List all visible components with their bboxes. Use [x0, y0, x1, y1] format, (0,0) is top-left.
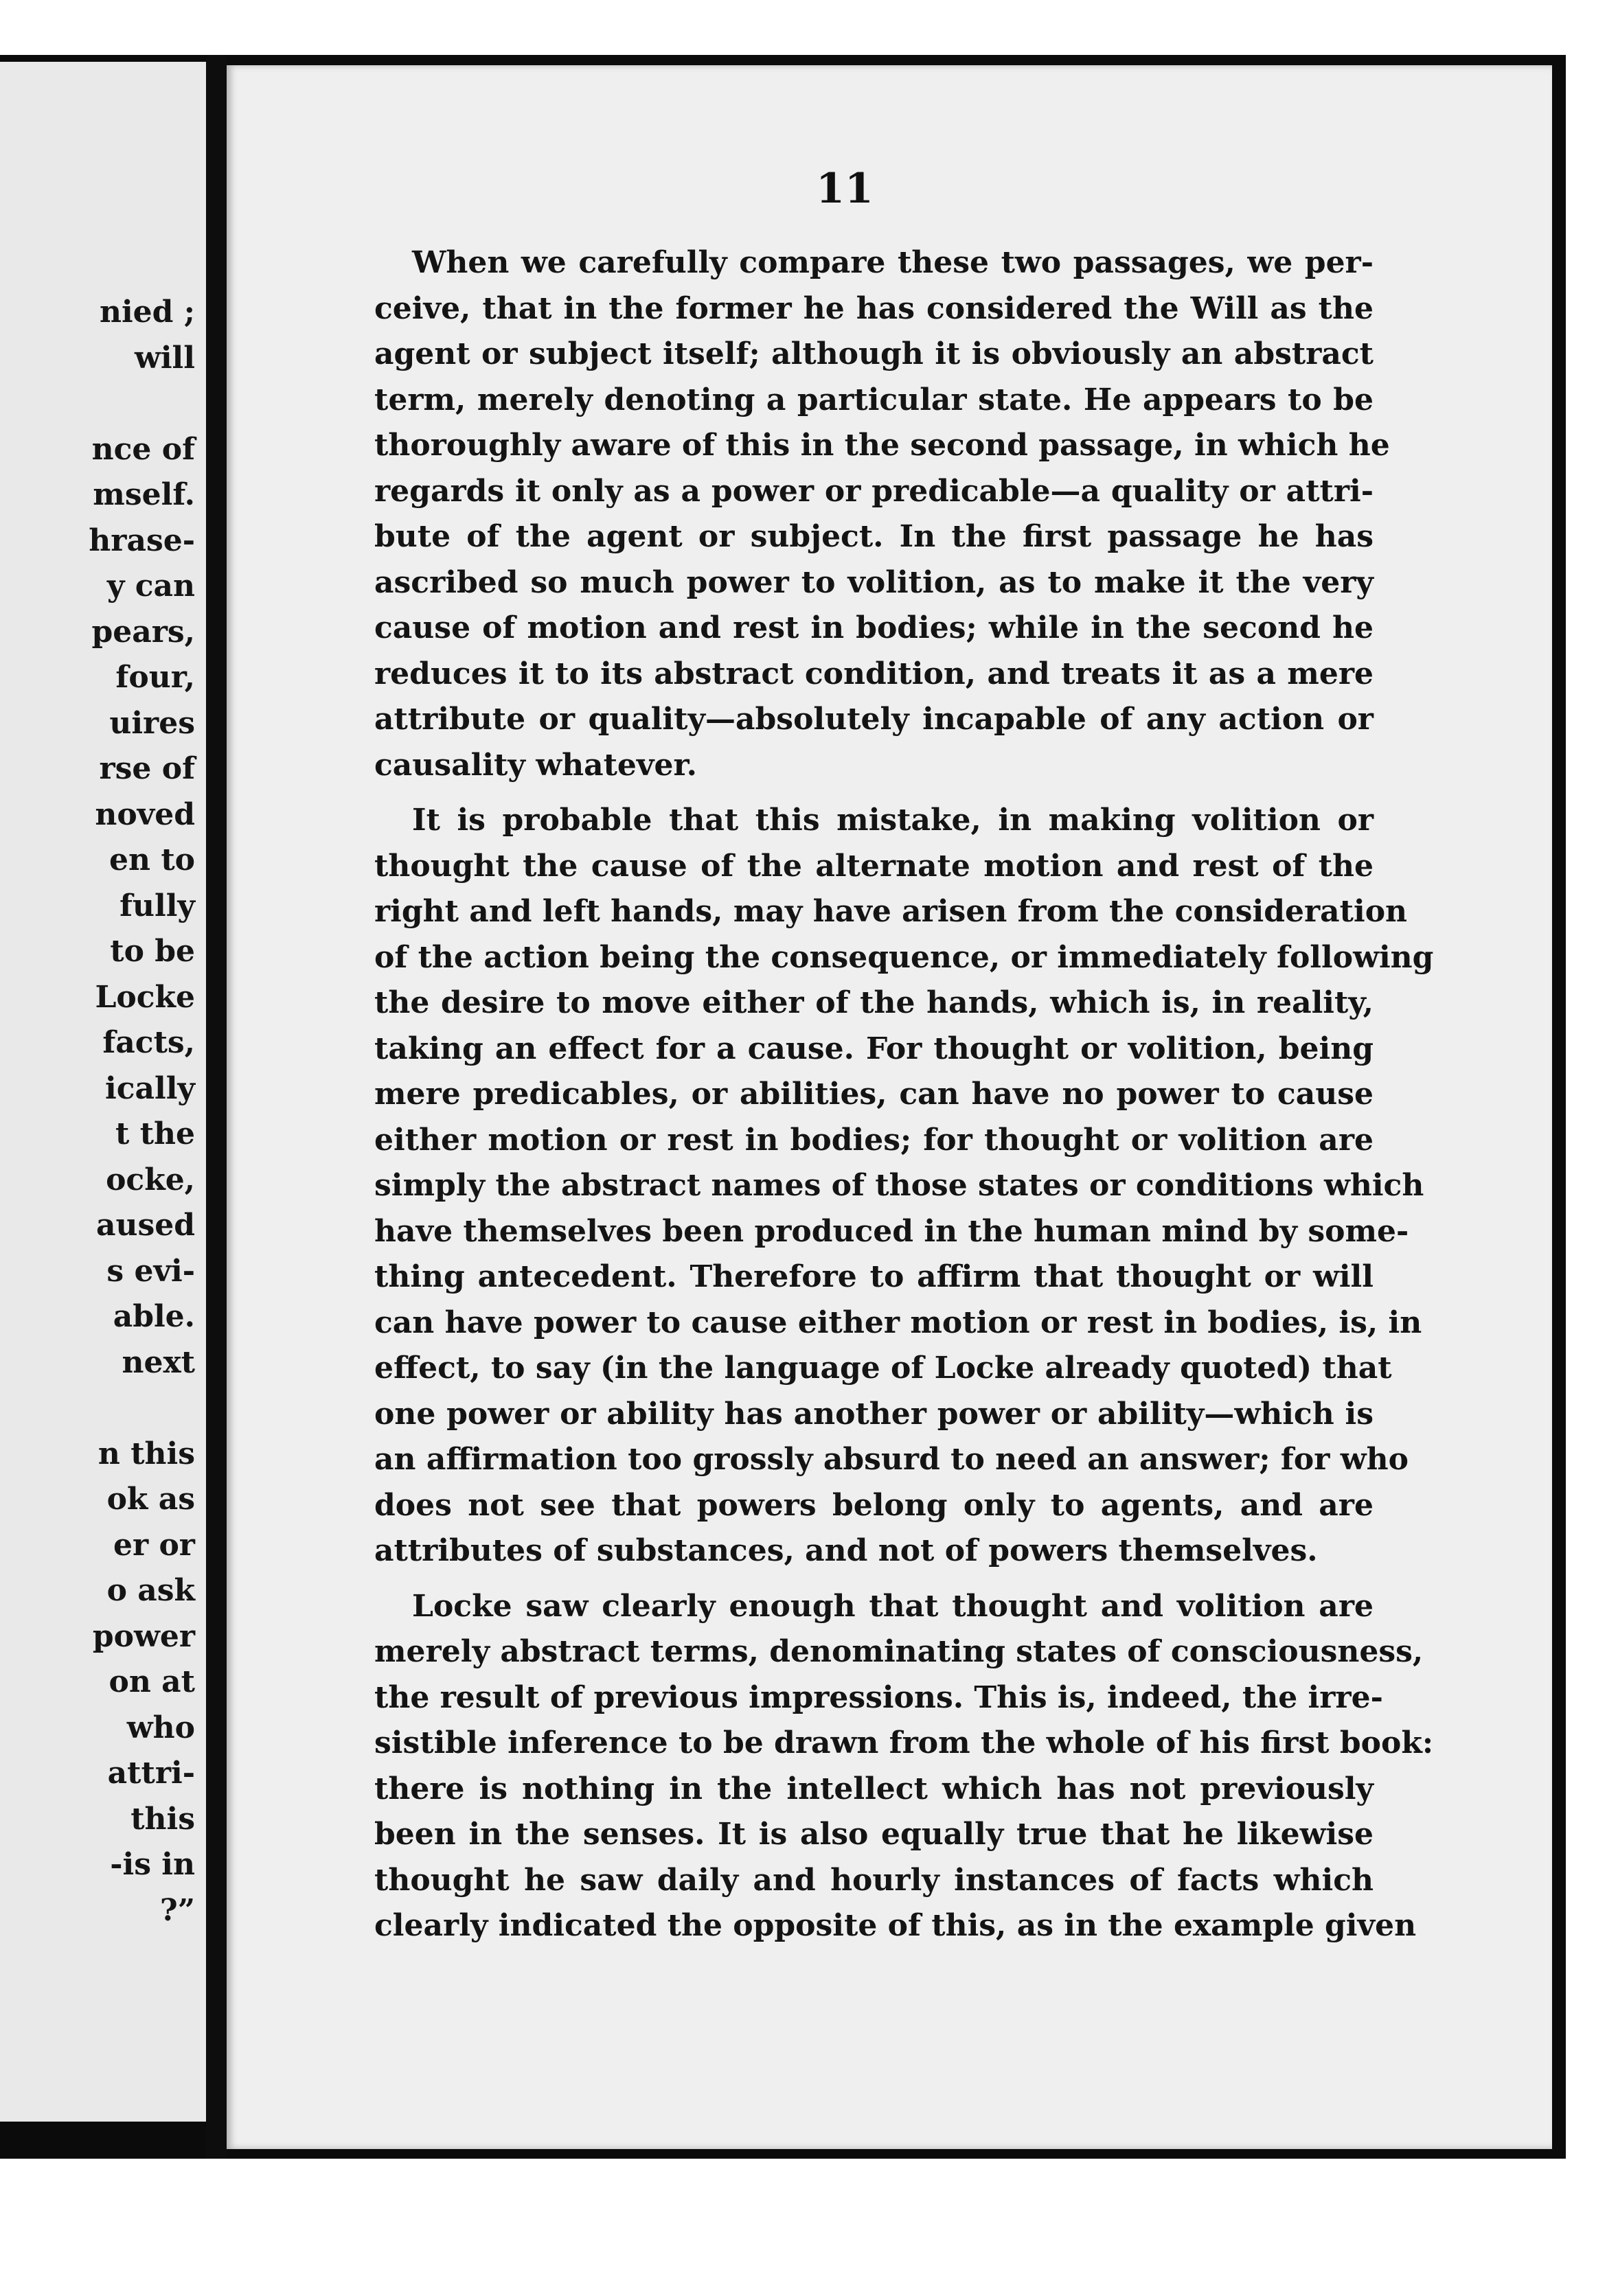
text-line: clearly indicated the opposite of this, as in the example given	[374, 1908, 1417, 1943]
text-line: When we carefully compare these two passages, we per-	[412, 245, 1374, 280]
text-line: causality whatever.	[374, 747, 697, 783]
page-number: 11	[816, 165, 874, 213]
left-page-text-fragment: fully	[119, 888, 195, 923]
left-page-text-fragment: ocke,	[106, 1162, 195, 1197]
text-line: the desire to move either of the hands, which is, in reality,	[374, 985, 1374, 1020]
text-line: there is nothing in the intellect which has not previously	[374, 1771, 1374, 1806]
left-page-text-fragment: on at	[109, 1664, 195, 1699]
left-page-text-fragment: ?”	[159, 1892, 195, 1928]
text-line: term, merely denoting a particular state. He appears to be	[374, 382, 1374, 417]
text-line: thing antecedent. Therefore to affirm that thought or will	[374, 1259, 1374, 1294]
text-line: thought he saw daily and hourly instances of facts which	[374, 1862, 1374, 1898]
left-page-text-fragment: will	[134, 340, 195, 376]
paragraph	[374, 1584, 1434, 1949]
left-page-text-fragment: aused	[95, 1208, 195, 1243]
body-text	[374, 240, 1434, 1959]
left-page-text-fragment: this	[130, 1801, 195, 1837]
paragraph	[374, 240, 1390, 788]
left-page-text-fragment: nce of	[91, 431, 195, 467]
left-page-text-fragment: er or	[113, 1527, 195, 1563]
left-page-text-fragment: nied ;	[99, 295, 195, 330]
text-line: sistible inference to be drawn from the whole of his first book:	[374, 1725, 1434, 1760]
text-line: the result of previous impressions. This is, indeed, the irre-	[374, 1679, 1383, 1715]
text-line: merely abstract terms, denominating states of consciousness,	[374, 1634, 1424, 1669]
text-line: attributes of substances, and not of powers themselves.	[374, 1533, 1318, 1568]
text-line: bute of the agent or subject. In the first passage he has	[374, 519, 1374, 554]
text-line: thought the cause of the alternate motion and rest of the	[374, 848, 1374, 884]
text-line: right and left hands, may have arisen from the consideration	[374, 894, 1408, 929]
text-line: agent or subject itself; although it is obviously an abstract	[374, 336, 1374, 371]
text-line: of the action being the consequence, or immediately following	[374, 939, 1434, 975]
left-page-text-fragment: able.	[113, 1299, 195, 1334]
left-facing-page	[0, 62, 206, 2122]
left-page-text-fragment: who	[126, 1710, 195, 1745]
text-line: reduces it to its abstract condition, and treats it as a mere	[374, 656, 1374, 691]
text-line: one power or ability has another power or ability—which is	[374, 1396, 1374, 1432]
left-page-text-fragment: to be	[110, 934, 195, 969]
left-page-text-fragment: mself.	[93, 477, 195, 512]
left-page-text-fragment: noved	[95, 796, 195, 832]
left-page-text-fragment: ok as	[106, 1482, 195, 1517]
left-page-text-fragment: o ask	[106, 1573, 195, 1608]
text-line: mere predicables, or abilities, can have no power to cause	[374, 1077, 1374, 1112]
left-page-text-fragment: -is in	[110, 1847, 195, 1882]
left-page-text-fragment: n this	[98, 1436, 195, 1471]
left-page-text-fragment: ically	[104, 1070, 195, 1106]
left-page-text-fragment: y can	[106, 569, 195, 604]
text-line: been in the senses. It is also equally true that he likewise	[374, 1817, 1374, 1852]
text-line: cause of motion and rest in bodies; while in the second he	[374, 610, 1374, 645]
text-line: can have power to cause either motion or rest in bodies, is, in	[374, 1305, 1422, 1340]
text-line: effect, to say (in the language of Locke already quoted) that	[374, 1351, 1392, 1386]
text-line: does not see that powers belong only to agents, and are	[374, 1487, 1374, 1523]
text-line: attribute or quality—absolutely incapable of any action or	[374, 702, 1374, 737]
page-gutter	[206, 55, 227, 2159]
text-line: taking an effect for a cause. For thought or volition, being	[374, 1031, 1374, 1066]
main-page	[227, 65, 1552, 2149]
left-page-text-fragment: facts,	[102, 1025, 195, 1060]
left-page-text-fragment: attri-	[107, 1756, 195, 1791]
text-line: simply the abstract names of those states or conditions which	[374, 1168, 1424, 1203]
left-page-text-fragment: s evi-	[106, 1253, 195, 1289]
left-page-text-fragment: pears,	[91, 614, 195, 650]
left-page-text-fragment: rse of	[99, 751, 195, 786]
text-line: ceive, that in the former he has considered the Will as the	[374, 290, 1374, 326]
text-line: an affirmation too grossly absurd to need an answer; for who	[374, 1442, 1409, 1477]
text-line: Locke saw clearly enough that thought and volition are	[412, 1588, 1374, 1624]
left-page-text-fragment: power	[92, 1618, 195, 1654]
left-page-text-fragment: t the	[115, 1116, 195, 1151]
left-page-text-fragment: four,	[115, 660, 195, 695]
text-line: It is probable that this mistake, in making volition or	[412, 803, 1374, 838]
left-page-text-fragment: next	[122, 1344, 195, 1380]
left-page-text-fragment: en to	[109, 842, 195, 877]
left-page-text-fragment: Locke	[95, 979, 195, 1015]
text-line: thoroughly aware of this in the second passage, in which he	[374, 428, 1390, 463]
text-line: regards it only as a power or predicable—a quality or attri-	[374, 473, 1374, 509]
paragraph	[374, 798, 1434, 1574]
text-line: ascribed so much power to volition, as to make it the very	[374, 564, 1374, 600]
left-page-text-fragment: hrase-	[89, 523, 195, 558]
text-line: have themselves been produced in the human mind by some-	[374, 1213, 1409, 1249]
left-page-text-fragment: uires	[109, 705, 195, 741]
text-line: either motion or rest in bodies; for thought or volition are	[374, 1122, 1374, 1158]
